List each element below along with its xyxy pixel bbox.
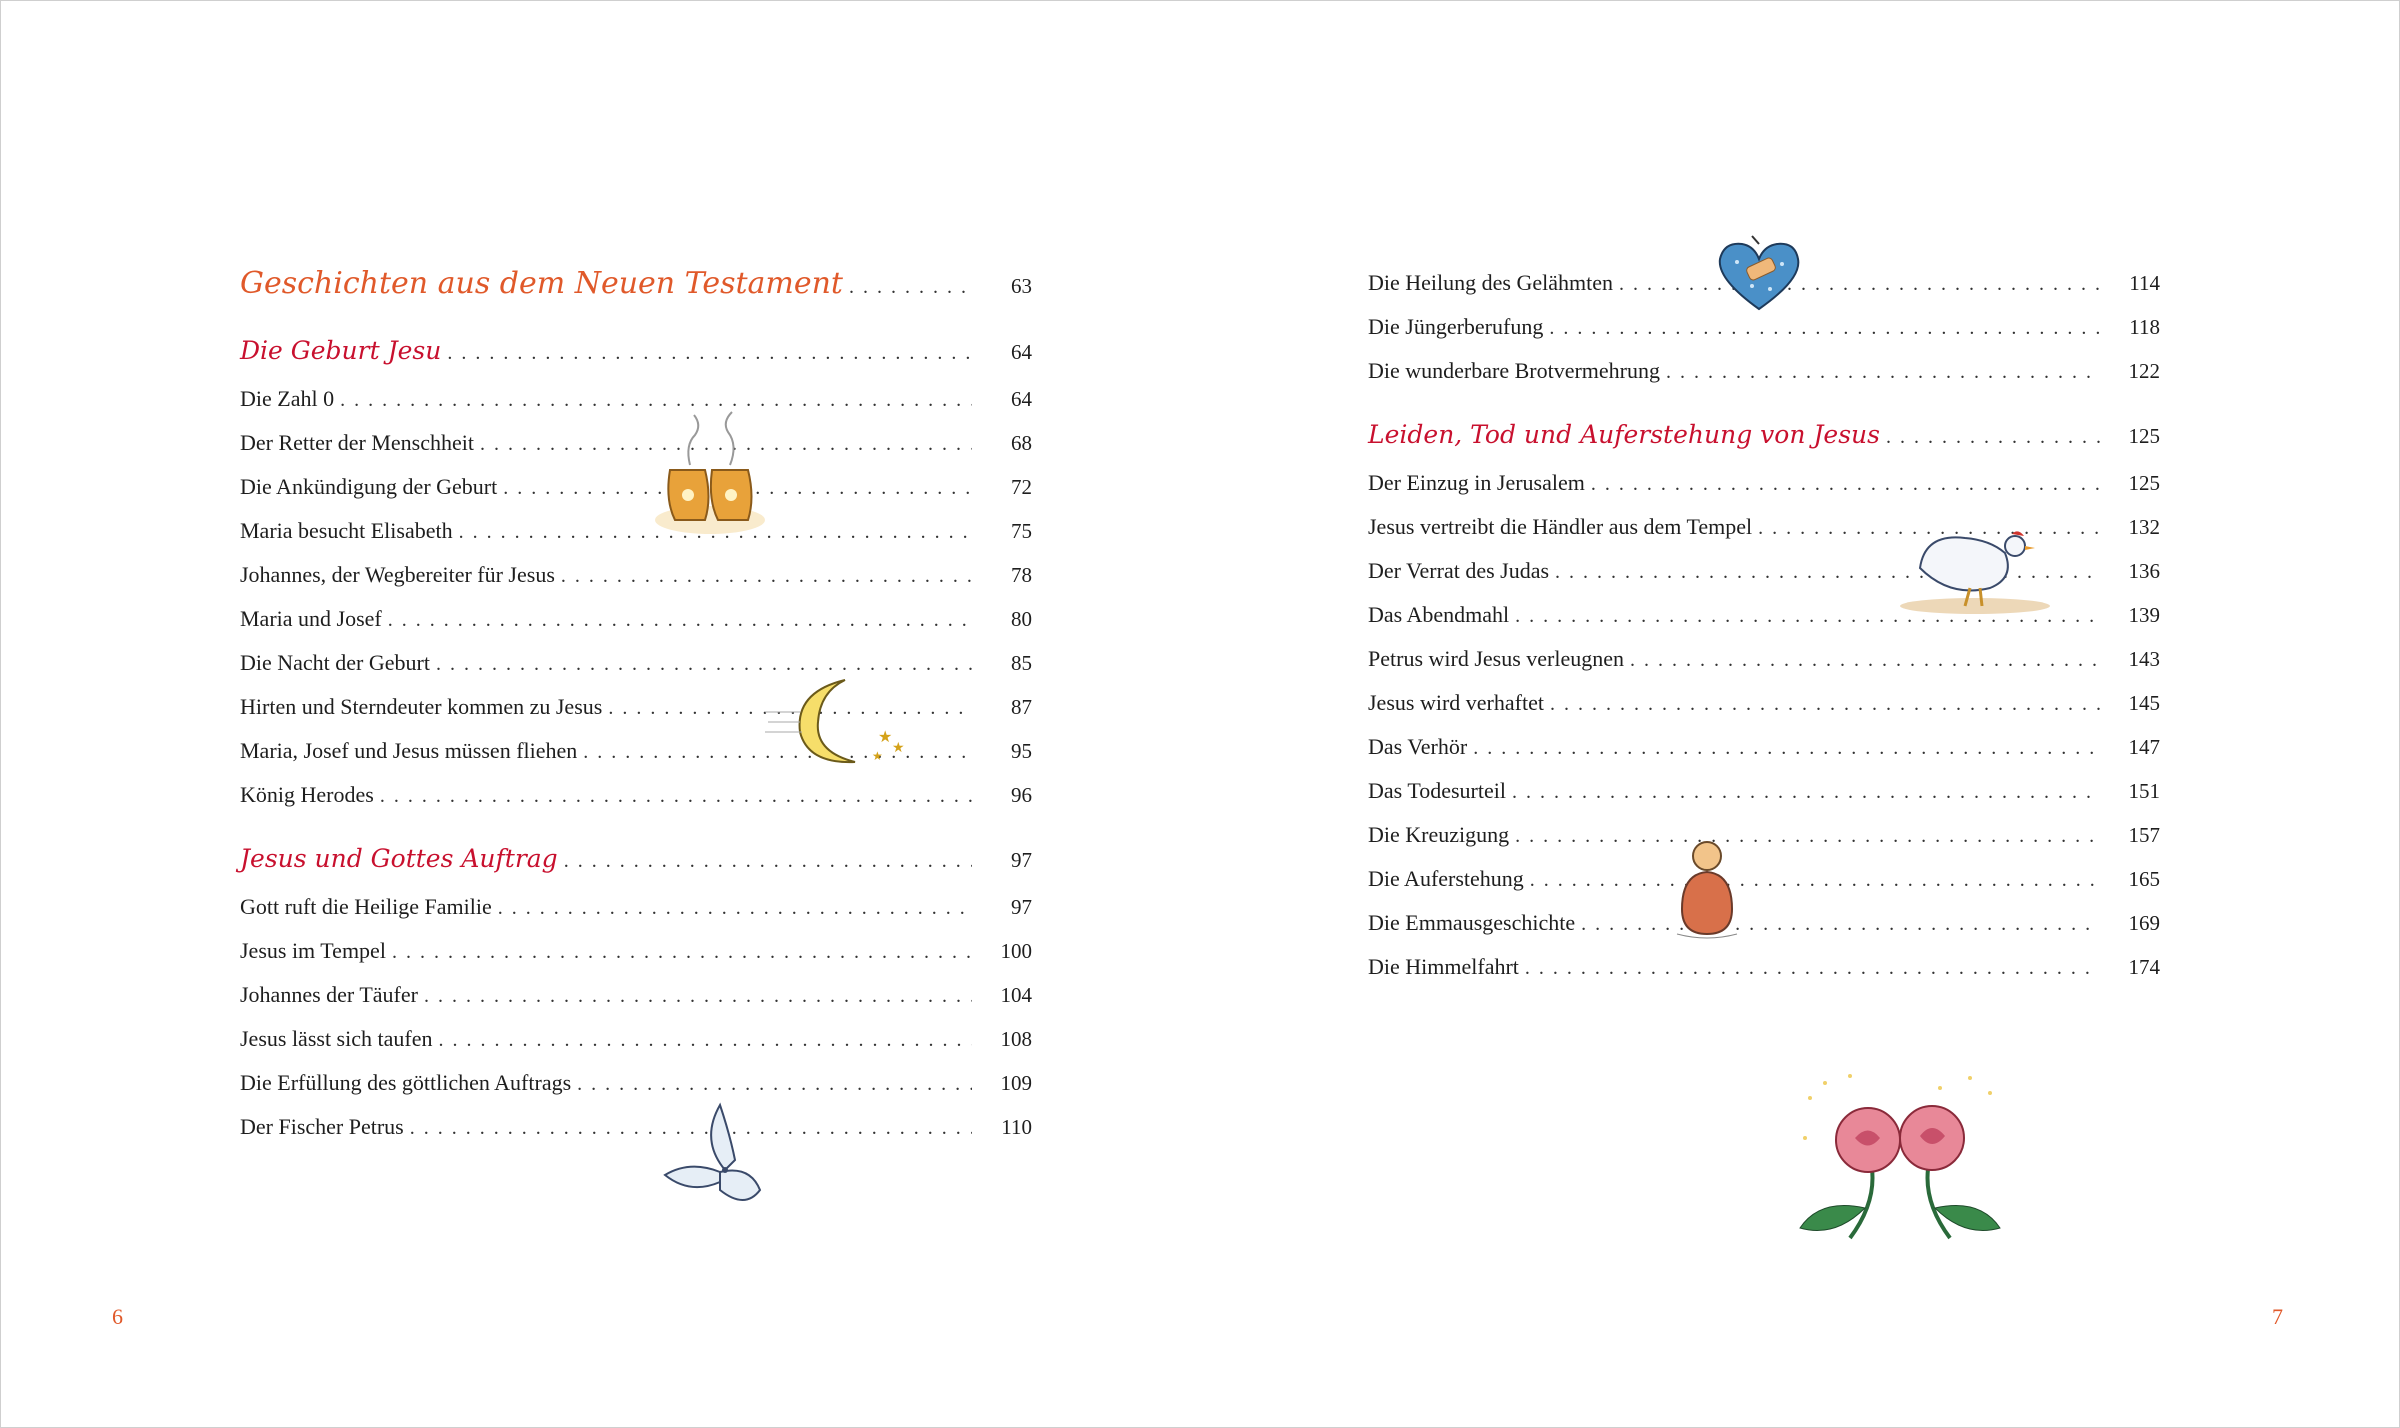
entry-page: 125 bbox=[2128, 471, 2160, 495]
main-heading-title: Geschichten aus dem Neuen Testament bbox=[240, 266, 843, 301]
toc-entry[interactable] bbox=[240, 430, 1032, 474]
entry-title: Das Verhör bbox=[1368, 734, 1468, 759]
entry-page: 169 bbox=[2128, 911, 2160, 935]
leader-dots bbox=[1525, 957, 2100, 980]
leader-dots bbox=[1512, 781, 2100, 804]
entry-page: 78 bbox=[1011, 563, 1032, 587]
entry-title: König Herodes bbox=[240, 782, 374, 807]
toc-left-column bbox=[240, 266, 1032, 1158]
section-title: Die Geburt Jesu bbox=[240, 336, 442, 365]
entry-page: 108 bbox=[1000, 1027, 1032, 1051]
leader-dots bbox=[1630, 649, 2100, 672]
leader-dots bbox=[564, 850, 972, 873]
lanterns-illustration bbox=[650, 410, 770, 540]
chicken-illustration bbox=[1880, 488, 2060, 628]
entry-title: Die Jüngerberufung bbox=[1368, 314, 1544, 339]
entry-page: 136 bbox=[2128, 559, 2160, 583]
roses-illustration bbox=[1790, 1068, 2010, 1248]
entry-page: 145 bbox=[2128, 691, 2160, 715]
entry-title: Die Kreuzigung bbox=[1368, 822, 1510, 847]
entry-page: 151 bbox=[2128, 779, 2160, 803]
entry-page: 64 bbox=[1011, 387, 1032, 411]
toc-entry[interactable] bbox=[240, 738, 1032, 782]
leader-dots bbox=[1549, 317, 2100, 340]
leader-dots bbox=[1515, 825, 2100, 848]
leader-dots bbox=[1550, 693, 2100, 716]
entry-page: 72 bbox=[1011, 475, 1032, 499]
toc-entry[interactable] bbox=[240, 938, 1032, 982]
entry-title: Hirten und Sterndeuter kommen zu Jesus bbox=[240, 694, 603, 719]
entry-title: Die Emmausgeschichte bbox=[1368, 910, 1576, 935]
leader-dots bbox=[1581, 913, 2100, 936]
leader-dots bbox=[438, 1029, 972, 1052]
section-page: 97 bbox=[1011, 848, 1032, 872]
toc-entry[interactable] bbox=[240, 1114, 1032, 1158]
entry-page: 174 bbox=[2128, 955, 2160, 979]
section-title: Jesus und Gottes Auftrag bbox=[240, 844, 558, 873]
entry-page: 85 bbox=[1011, 651, 1032, 675]
leader-dots bbox=[392, 941, 972, 964]
entry-title: Das Todesurteil bbox=[1368, 778, 1506, 803]
toc-entry[interactable] bbox=[240, 1026, 1032, 1070]
page-number-left: 6 bbox=[112, 1304, 123, 1329]
entry-page: 96 bbox=[1011, 783, 1032, 807]
toc-section-geburt[interactable] bbox=[240, 336, 1032, 386]
entry-title: Maria und Josef bbox=[240, 606, 382, 631]
entry-page: 132 bbox=[2128, 515, 2160, 539]
svg-text:★: ★ bbox=[892, 741, 905, 756]
toc-entry[interactable] bbox=[1368, 358, 2160, 402]
main-heading-page: 63 bbox=[1011, 274, 1032, 298]
entry-title: Das Abendmahl bbox=[1368, 602, 1510, 627]
entry-title: Die Heilung des Gelähmten bbox=[1368, 270, 1613, 295]
toc-entry[interactable] bbox=[1368, 314, 2160, 358]
toc-entry[interactable] bbox=[1368, 646, 2160, 690]
moon-illustration bbox=[760, 672, 910, 772]
entry-title: Maria, Josef und Jesus müssen fliehen bbox=[240, 738, 578, 763]
entry-page: 110 bbox=[1001, 1115, 1032, 1139]
entry-page: 157 bbox=[2128, 823, 2160, 847]
toc-section-auftrag[interactable] bbox=[240, 844, 1032, 894]
section-page: 125 bbox=[2128, 424, 2160, 448]
entry-page: 68 bbox=[1011, 431, 1032, 455]
leader-dots bbox=[424, 985, 972, 1008]
entry-title: Johannes der Täufer bbox=[240, 982, 418, 1007]
dove-illustration bbox=[660, 1100, 790, 1220]
leader-dots bbox=[388, 609, 972, 632]
entry-page: 80 bbox=[1011, 607, 1032, 631]
roly-poly-toy-illustration bbox=[1672, 834, 1742, 944]
entry-title: Petrus wird Jesus verleugnen bbox=[1368, 646, 1625, 671]
toc-entry[interactable] bbox=[240, 474, 1032, 518]
entry-title: Der Fischer Petrus bbox=[240, 1114, 404, 1139]
leader-dots bbox=[577, 1073, 972, 1096]
toc-entry[interactable] bbox=[240, 782, 1032, 826]
entry-page: 114 bbox=[2129, 271, 2160, 295]
entry-page: 122 bbox=[2128, 359, 2160, 383]
toc-main-heading[interactable] bbox=[240, 266, 1032, 336]
toc-entry[interactable] bbox=[1368, 734, 2160, 778]
entry-title: Die Zahl 0 bbox=[240, 386, 335, 411]
entry-title: Maria besucht Elisabeth bbox=[240, 518, 453, 543]
toc-right-column bbox=[1368, 270, 2160, 998]
entry-title: Johannes, der Wegbereiter für Jesus bbox=[240, 562, 555, 587]
leader-dots bbox=[561, 565, 972, 588]
entry-title: Gott ruft die Heilige Familie bbox=[240, 894, 492, 919]
page-number-right: 7 bbox=[2272, 1304, 2283, 1329]
entry-title: Die wunderbare Brotvermehrung bbox=[1368, 358, 1661, 383]
entry-page: 100 bbox=[1000, 939, 1032, 963]
leader-dots bbox=[447, 342, 972, 365]
svg-text:★: ★ bbox=[878, 729, 893, 746]
entry-title: Der Verrat des Judas bbox=[1368, 558, 1550, 583]
entry-page: 95 bbox=[1011, 739, 1032, 763]
leader-dots bbox=[1666, 361, 2100, 384]
toc-entry[interactable] bbox=[240, 650, 1032, 694]
entry-title: Jesus wird verhaftet bbox=[1368, 690, 1544, 715]
entry-title: Der Einzug in Jerusalem bbox=[1368, 470, 1585, 495]
entry-title: Jesus im Tempel bbox=[240, 938, 386, 963]
leader-dots bbox=[1886, 426, 2100, 449]
toc-section-leiden[interactable] bbox=[1368, 420, 2160, 470]
entry-title: Jesus vertreibt die Händler aus dem Tempel bbox=[1368, 514, 1753, 539]
toc-entry[interactable] bbox=[240, 1070, 1032, 1114]
toc-entry[interactable] bbox=[1368, 822, 2160, 866]
toc-entry[interactable] bbox=[240, 386, 1032, 430]
leader-dots bbox=[1473, 737, 2100, 760]
entry-page: 104 bbox=[1000, 983, 1032, 1007]
section-page: 64 bbox=[1011, 340, 1032, 364]
toc-entry[interactable] bbox=[1368, 910, 2160, 954]
leader-dots bbox=[340, 389, 972, 412]
toc-entry[interactable] bbox=[1368, 954, 2160, 998]
entry-title: Die Nacht der Geburt bbox=[240, 650, 430, 675]
entry-page: 147 bbox=[2128, 735, 2160, 759]
toc-entry[interactable] bbox=[1368, 778, 2160, 822]
toc-entry[interactable] bbox=[1368, 866, 2160, 910]
leader-dots bbox=[498, 897, 972, 920]
entry-page: 87 bbox=[1011, 695, 1032, 719]
entry-page: 118 bbox=[2129, 315, 2160, 339]
leader-dots bbox=[380, 785, 972, 808]
entry-page: 139 bbox=[2128, 603, 2160, 627]
toc-entry[interactable] bbox=[240, 694, 1032, 738]
entry-title: Die Ankündigung der Geburt bbox=[240, 474, 498, 499]
entry-title: Die Auferstehung bbox=[1368, 866, 1524, 891]
entry-title: Die Erfüllung des göttlichen Auftrags bbox=[240, 1070, 572, 1095]
toc-entry[interactable] bbox=[240, 894, 1032, 938]
section-title: Leiden, Tod und Auferstehung von Jesus bbox=[1368, 420, 1880, 449]
toc-entry[interactable] bbox=[1368, 690, 2160, 734]
entry-title: Der Retter der Menschheit bbox=[240, 430, 474, 455]
heart-pillow-illustration bbox=[1712, 234, 1807, 314]
entry-page: 165 bbox=[2128, 867, 2160, 891]
leader-dots bbox=[1530, 869, 2100, 892]
entry-page: 109 bbox=[1000, 1071, 1032, 1095]
svg-text:★: ★ bbox=[872, 749, 883, 763]
entry-page: 75 bbox=[1011, 519, 1032, 543]
leader-dots bbox=[849, 276, 972, 299]
entry-title: Die Himmelfahrt bbox=[1368, 954, 1519, 979]
entry-title: Jesus lässt sich taufen bbox=[240, 1026, 433, 1051]
entry-page: 97 bbox=[1011, 895, 1032, 919]
toc-entry[interactable] bbox=[240, 518, 1032, 562]
leader-dots bbox=[1619, 273, 2100, 296]
toc-entry[interactable] bbox=[240, 982, 1032, 1026]
toc-entry[interactable] bbox=[240, 606, 1032, 650]
entry-page: 143 bbox=[2128, 647, 2160, 671]
toc-entry[interactable] bbox=[240, 562, 1032, 606]
